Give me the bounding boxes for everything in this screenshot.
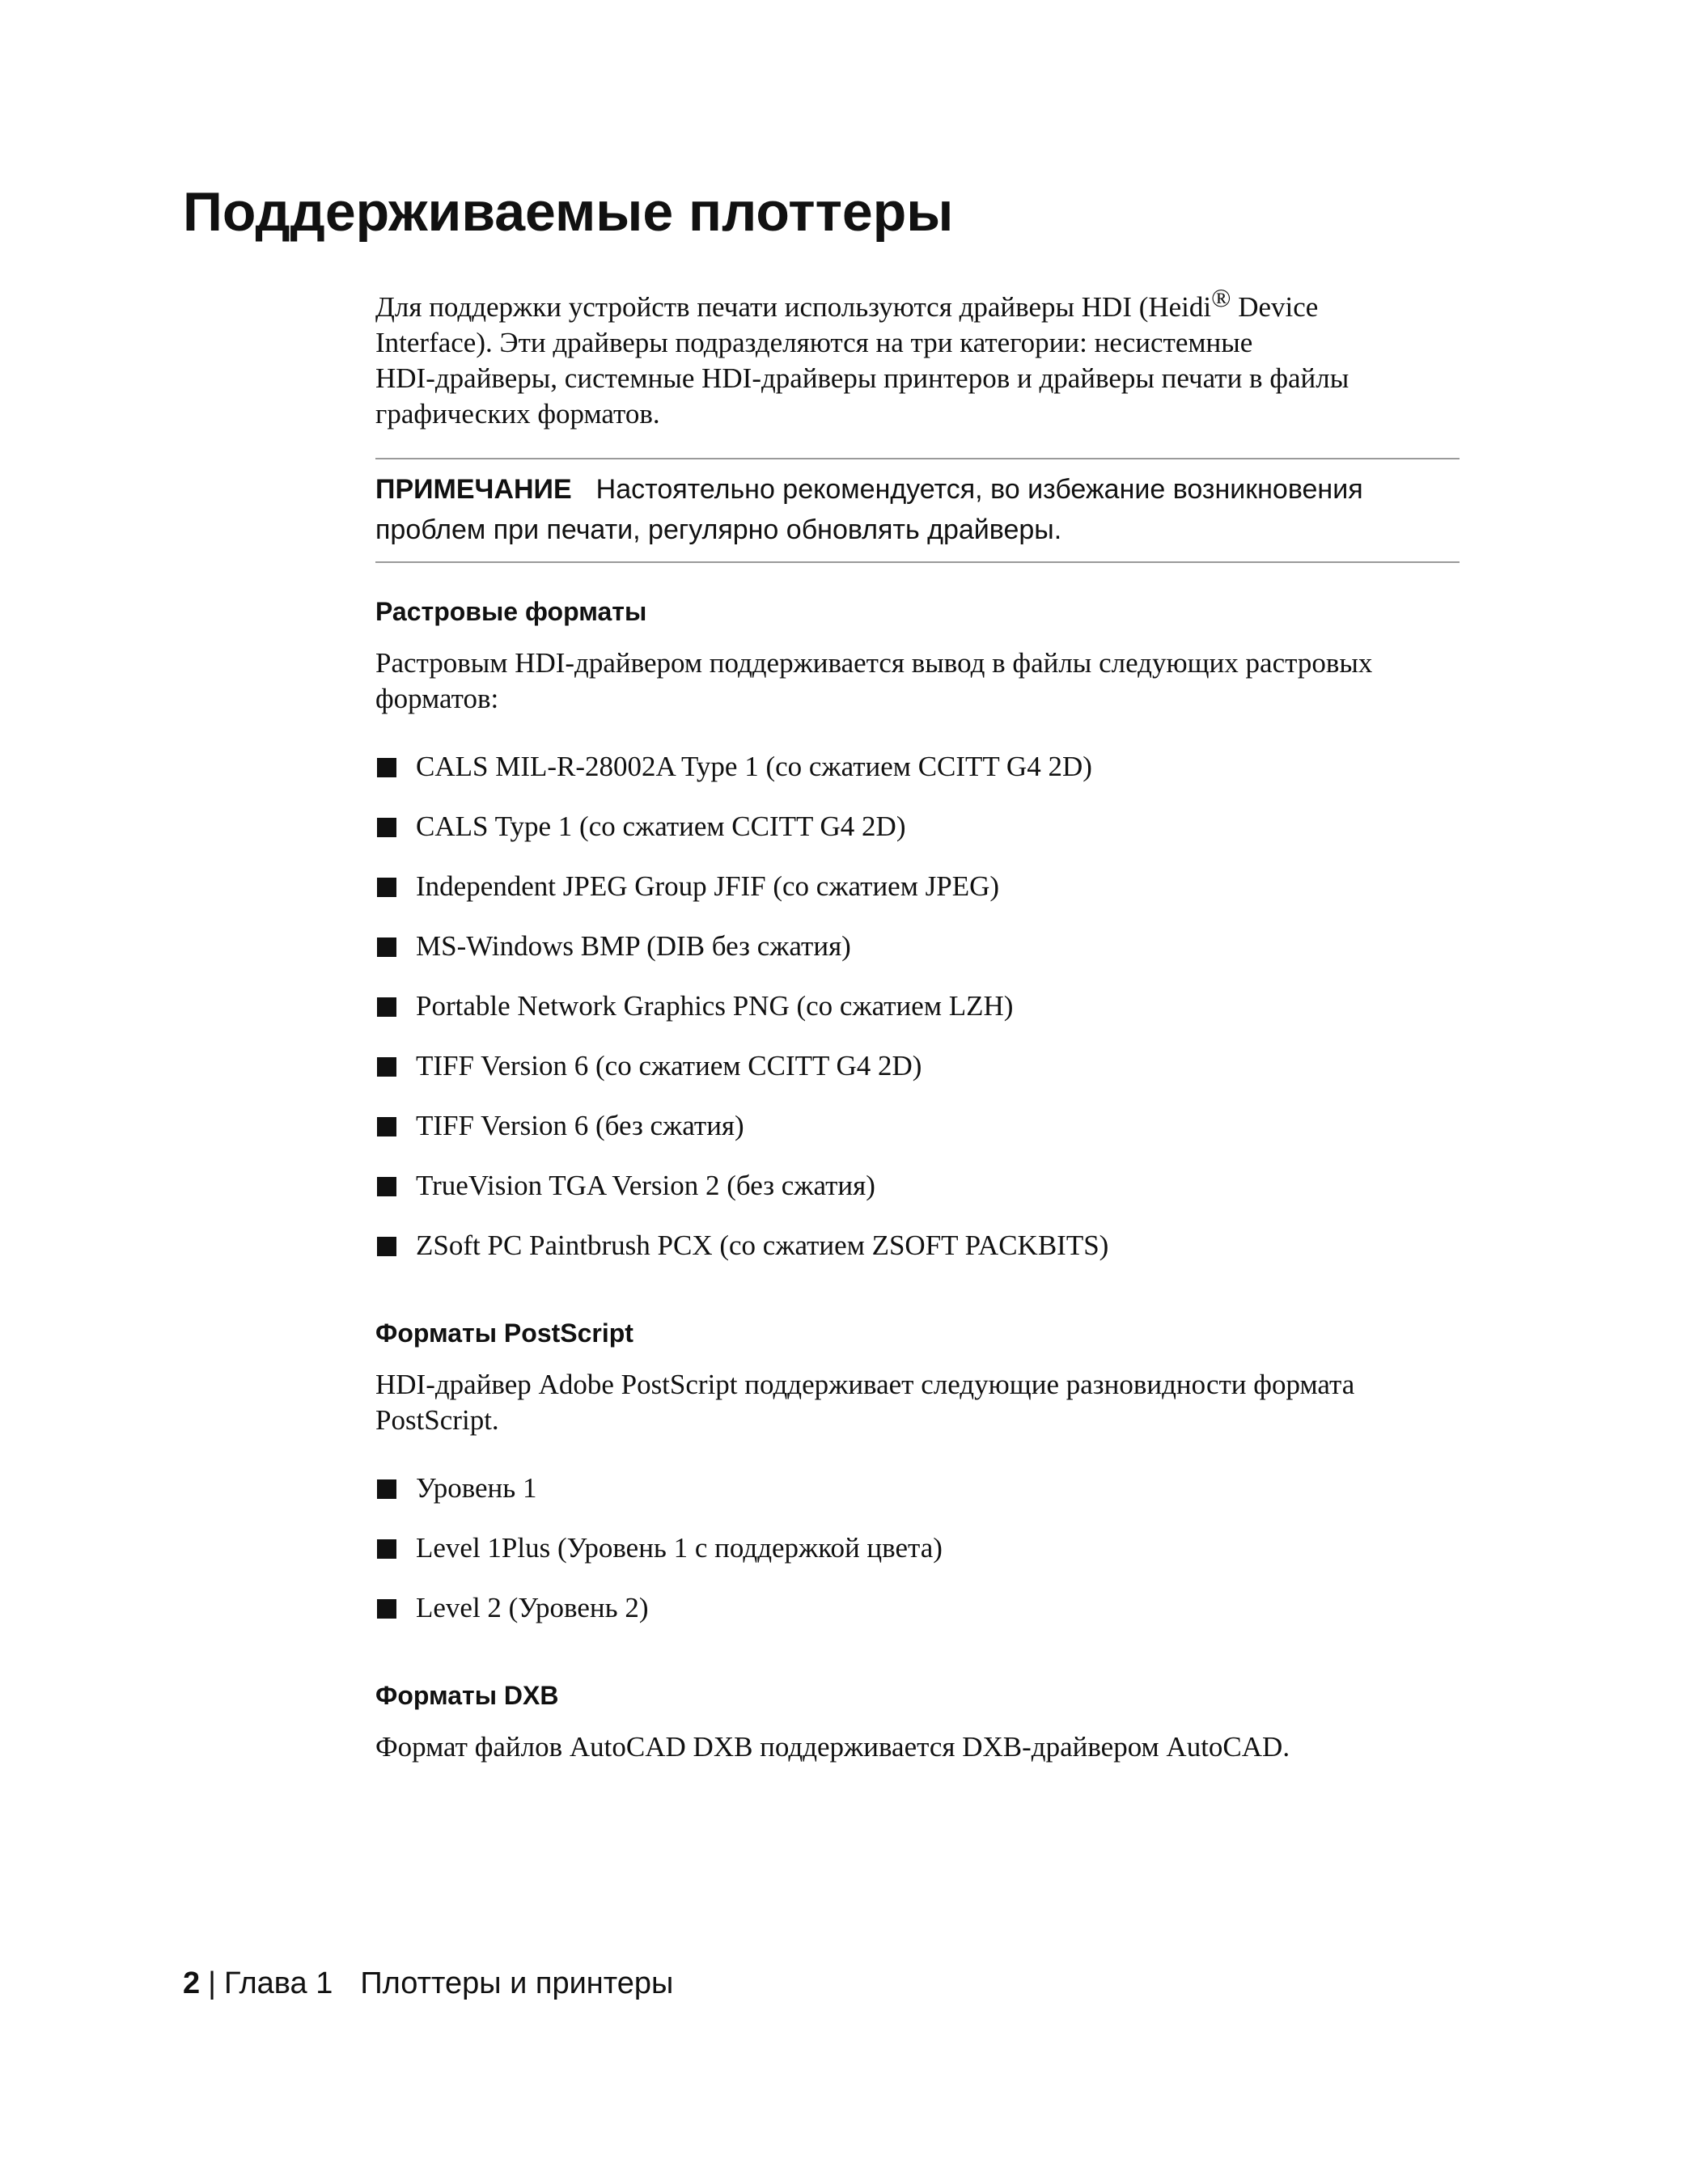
list-item-text: MS-Windows BMP (DIB без сжатия) <box>416 930 851 962</box>
dxb-paragraph-line: Формат файлов AutoCAD DXB поддерживается DXB-драйвером AutoCAD. <box>375 1731 1290 1763</box>
chapter-title: Плоттеры и принтеры <box>360 1966 674 2000</box>
raster-formats-list <box>375 749 1460 1288</box>
square-bullet-icon <box>377 1599 396 1619</box>
intro-line-1 <box>375 283 1443 325</box>
dxb-formats-heading: Форматы DXB <box>375 1681 559 1710</box>
square-bullet-icon <box>377 1539 396 1559</box>
list-item <box>375 1168 1460 1228</box>
note-box <box>375 458 1460 563</box>
postscript-formats-list <box>375 1471 1460 1650</box>
intro-line-1-text: Для поддержки устройств печати используются драйверы HDI (Heidi <box>375 291 1212 323</box>
list-item-text: Level 1Plus (Уровень 1 с поддержкой цвета) <box>416 1532 943 1564</box>
square-bullet-icon <box>377 1237 396 1256</box>
list-item-text: TIFF Version 6 (без сжатия) <box>416 1110 744 1141</box>
intro-line-2: Interface). Эти драйверы подразделяются на три категории: несистемные <box>375 327 1253 358</box>
intro-line-3: HDI-драйверы, системные HDI-драйверы принтеров и драйверы печати в файлы <box>375 362 1349 394</box>
raster-paragraph-line-2: форматов: <box>375 683 499 714</box>
list-item <box>375 869 1460 929</box>
list-item <box>375 1108 1460 1168</box>
square-bullet-icon <box>377 818 396 837</box>
list-item <box>375 749 1460 809</box>
list-item-text: CALS MIL-R-28002A Type 1 (со сжатием CCITT G4 2D) <box>416 751 1092 782</box>
dxb-formats-paragraph <box>375 1729 1460 1765</box>
list-item <box>375 929 1460 988</box>
list-item-text: Independent JPEG Group JFIF (со сжатием JPEG) <box>416 870 1000 902</box>
list-item-text: ZSoft PC Paintbrush PCX (со сжатием ZSOFT PACKBITS) <box>416 1230 1109 1261</box>
square-bullet-icon <box>377 997 396 1017</box>
page-title: Поддерживаемые плоттеры <box>183 181 954 243</box>
list-item-text: TrueVision TGA Version 2 (без сжатия) <box>416 1170 875 1201</box>
registered-mark: ® <box>1211 283 1231 312</box>
list-item <box>375 988 1460 1048</box>
page-footer <box>183 1964 673 2003</box>
note-text-1: Настоятельно рекомендуется, во избежание возникновения <box>595 474 1363 505</box>
list-item <box>375 1048 1460 1108</box>
postscript-formats-paragraph <box>375 1367 1460 1438</box>
list-item-text: Portable Network Graphics PNG (со сжатием LZH) <box>416 990 1014 1022</box>
list-item-text: CALS Type 1 (со сжатием CCITT G4 2D) <box>416 811 906 842</box>
list-item-text: Уровень 1 <box>416 1472 537 1504</box>
list-item-text: TIFF Version 6 (со сжатием CCITT G4 2D) <box>416 1050 922 1081</box>
list-item <box>375 1530 1460 1590</box>
note-label: ПРИМЕЧАНИЕ <box>375 474 572 505</box>
square-bullet-icon <box>377 1057 396 1077</box>
list-item <box>375 809 1460 869</box>
list-item <box>375 1471 1460 1530</box>
main-content <box>375 283 1460 1765</box>
raster-formats-heading: Растровые форматы <box>375 597 647 626</box>
note-line-2: проблем при печати, регулярно обновлять драйверы. <box>375 514 1062 545</box>
square-bullet-icon <box>377 1117 396 1136</box>
square-bullet-icon <box>377 938 396 957</box>
intro-line-4: графических форматов. <box>375 398 660 430</box>
list-item <box>375 1590 1460 1650</box>
square-bullet-icon <box>377 1177 396 1196</box>
square-bullet-icon <box>377 758 396 777</box>
square-bullet-icon <box>377 878 396 897</box>
raster-paragraph-line-1: Растровым HDI-драйвером поддерживается вывод в файлы следующих растровых <box>375 647 1373 679</box>
raster-formats-paragraph <box>375 645 1460 717</box>
note-line-1 <box>375 469 1460 510</box>
postscript-paragraph-line-2: PostScript. <box>375 1404 499 1436</box>
page-number: 2 <box>183 1966 201 2000</box>
list-item-text: Level 2 (Уровень 2) <box>416 1592 649 1623</box>
postscript-paragraph-line-1: HDI-драйвер Adobe PostScript поддерживает следующие разновидности формата <box>375 1369 1355 1400</box>
footer-separator: | <box>208 1966 217 2000</box>
intro-line-1-tail: Device <box>1231 291 1319 323</box>
intro-paragraph <box>375 283 1443 432</box>
list-item <box>375 1228 1460 1288</box>
postscript-formats-heading: Форматы PostScript <box>375 1318 633 1348</box>
square-bullet-icon <box>377 1479 396 1499</box>
chapter-label: Глава 1 <box>224 1966 333 2000</box>
